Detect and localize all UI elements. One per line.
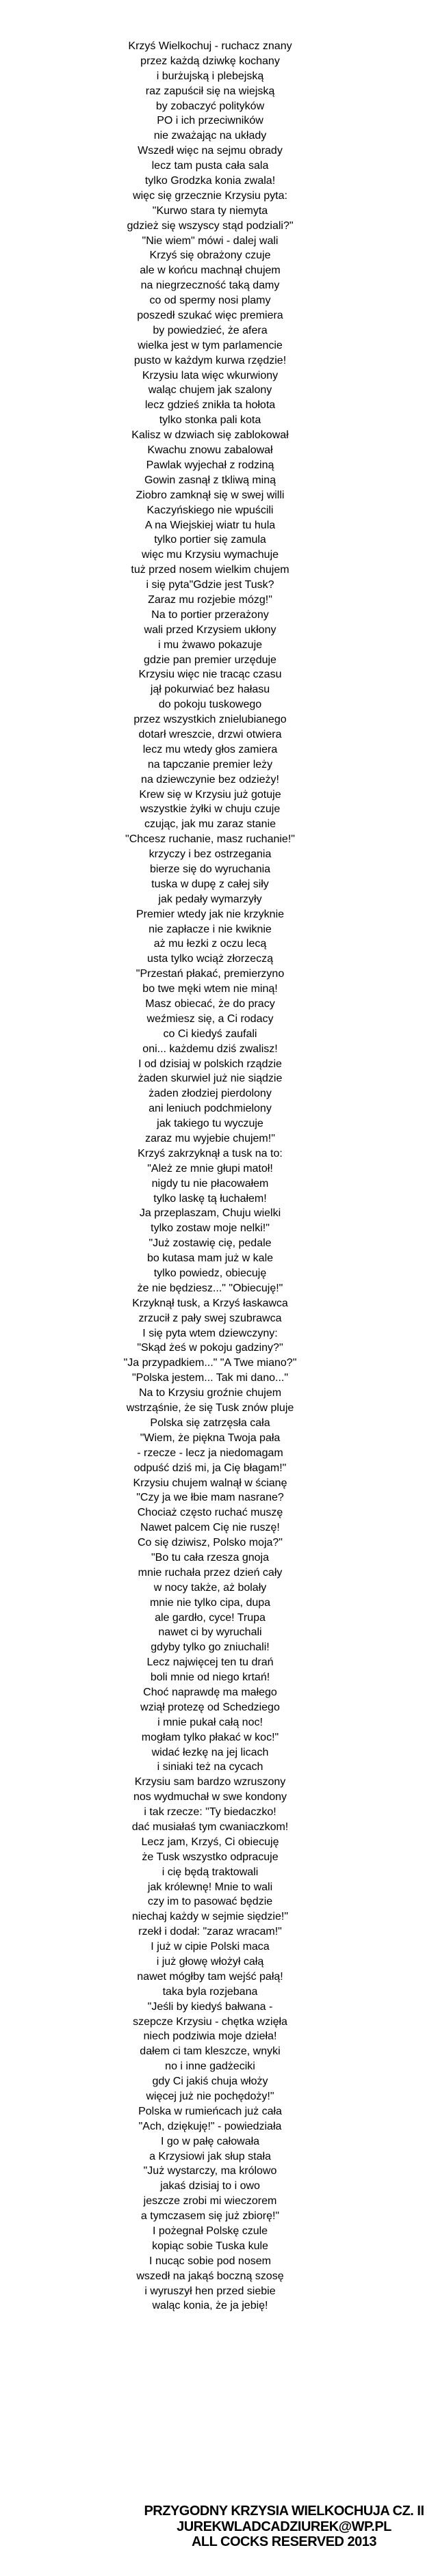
poem-line: widać łezkę na jej licach [151, 1746, 269, 1758]
poem-line: i się pyta"Gdzie jest Tusk? [146, 579, 274, 591]
poem-line: jakaś dzisiaj to i owo [160, 2180, 260, 2192]
poem-line: tylko powiedz, obiecuję [153, 1267, 267, 1280]
poem-line: "Już zostawię cię, pedale [149, 1237, 272, 1250]
poem-line: Na to portier przerażony [151, 608, 269, 621]
poem-line: i burżujską i plebejską [156, 70, 264, 82]
poem-line: oni... każdemu dziś zwalisz! [142, 1043, 278, 1055]
poem-line: Krzyś Wielkochuj - ruchacz znany [128, 40, 292, 52]
poem-line: bo twe męki wtem nie miną! [142, 983, 278, 995]
footer-credits-line: JUREKWLADCADZIUREK@WP.PL [177, 2519, 391, 2534]
poem-line: więc się grzecznie Krzysiu pyta: [133, 189, 287, 202]
poem-line: niech podziwia moje dzieła! [143, 2030, 277, 2043]
poem-line: "Przestań płakać, premierzyno [136, 968, 285, 980]
poem-line: aż mu łezki z oczu lecą [153, 938, 267, 950]
poem-line: więc mu Krzysiu wymachuje [141, 549, 279, 561]
poem-line: "Jeśli by kiedyś bałwana - [147, 2000, 273, 2013]
poem-line: zaraz mu wyjebie chujem!" [145, 1133, 275, 1145]
poem-line: tylko laskę tą łuchałem! [153, 1192, 267, 1205]
poem-line: wszystkie żyłki w chuju czuje [140, 803, 281, 816]
footer-credits-line: ALL COCKS RESERVED 2013 [191, 2534, 377, 2549]
footer-credits [70, 2504, 438, 2550]
poem-line: tylko stonka pali kota [159, 414, 261, 427]
poem-line: i tak rzecze: "Ty biedaczko! [144, 1806, 276, 1819]
poem-line: jeszcze zrobi mi wieczorem [143, 2195, 277, 2208]
poem-line: Lecz najwięcej ten tu drań [146, 1656, 274, 1669]
poem-line: Polska się zatrzęsła cała [150, 1417, 270, 1429]
poem-line: dać musiałaś tym cwaniaczkom! [131, 1821, 289, 1833]
poem-line: lecz mu wtedy głos zamiera [142, 743, 278, 755]
poem-line: Krzysiu sam bardzo wzruszony [134, 1776, 286, 1788]
poem-line: wziął protezę od Schedziego [140, 1701, 280, 1713]
poem-line: I od dzisiaj w polskich rządzie [138, 1058, 282, 1070]
poem-line: nawet mógłby tam wejść pałą! [137, 1970, 283, 1983]
poem-line: na niegrzeczność taką damy [140, 280, 280, 292]
poem-line: wstrząśnie, że się Tusk znów pluje [126, 1402, 294, 1414]
poem-line: boli mnie od niego krtań! [150, 1672, 270, 1684]
poem-line: Krzyś się obrażony czuje [149, 250, 271, 262]
poem-line: do pokoju tuskowego [158, 699, 262, 711]
poem-line: tuż przed nosem wielkim chujem [131, 564, 289, 576]
poem-line: jak królewnę! Mnie to wali [147, 1881, 273, 1893]
poem-line: a tymczasem się już zbiorę!" [140, 2210, 280, 2223]
poem-line: tuska w dupę z całej siły [151, 878, 269, 890]
poem-line: tylko portier się zamula [154, 534, 266, 546]
poem-line: poszedł szukać więc premiera [137, 310, 283, 322]
poem-line: weźmiesz się, a Ci rodacy [146, 1012, 274, 1025]
poem-line: nie zważając na układy [153, 130, 267, 142]
poem-line: kopiąc sobie Tuska kule [152, 2240, 268, 2252]
poem-line: na dziewczynie bez odzieży! [141, 773, 279, 786]
poem-line: jak takiego tu wyczuje [157, 1118, 263, 1130]
poem-text [0, 39, 420, 2313]
poem-line: szepcze Krzysiu - chętka wzięła [133, 2015, 287, 2028]
poem-line: "Ależ ze mnie głupi matoł! [147, 1162, 273, 1175]
poem-line: Polska w rumieńcach już cała [138, 2105, 282, 2117]
poem-line: "Polska jestem... Tak mi dano..." [131, 1372, 289, 1384]
poem-line: "Wiem, że piękna Twoja pała [140, 1432, 281, 1444]
poem-line: i już głowę włożył całą [156, 1956, 264, 1968]
poem-line: zrzucił z pały swej szubrawca [138, 1312, 282, 1324]
poem-line: jak pedały wymarzyły [158, 893, 262, 905]
poem-line: ani leniuch podchmielony [149, 1103, 272, 1115]
poem-line: nos wydmuchał w swe kondony [133, 1791, 287, 1803]
poem-line: - rzecze - lecz ja niedomagam [137, 1447, 283, 1459]
poem-line: waląc chujem jak szalony [148, 384, 272, 397]
poem-line: lecz gdzieś znikła ta hołota [144, 399, 276, 412]
poem-line: co Ci kiedyś zaufali [163, 1028, 257, 1040]
poem-line: Choć naprawdę ma małego [143, 1686, 277, 1698]
poem-line: krzyczy i bez ostrzegania [149, 848, 272, 861]
poem-line: "Już wystarczy, ma królowo [143, 2165, 277, 2177]
poem-line: raz zapuścił się na wiejską [145, 85, 275, 97]
poem-line: jął pokurwiać bez hałasu [150, 684, 270, 696]
poem-line: Krzyknął tusk, a Krzyś łaskawca [132, 1297, 288, 1309]
poem-line: "Ach, dziękuję!" - powiedziała [138, 2120, 282, 2132]
poem-line: czując, jak mu zaraz stanie [144, 818, 276, 831]
poem-line: usta tylko wciąż złorzeczą [146, 953, 274, 965]
poem-line: wielka jest w tym parlamencie [138, 339, 283, 351]
poem-line: mnie nie tylko cipa, dupa [149, 1596, 271, 1609]
poem-line: i mnie pukał całą noc! [157, 1716, 263, 1728]
poem-line: na tapczanie premier leży [147, 758, 273, 770]
poem-line: gdy Ci jakiś chuja włoży [152, 2076, 268, 2088]
poem-line: i wyruszył hen przed siebie [144, 2285, 276, 2297]
poem-line: i cię będą traktowali [162, 1866, 259, 1878]
poem-line: przez każdą dziwkę kochany [140, 55, 280, 67]
poem-line: tylko zostaw moje nelki!" [151, 1222, 270, 1235]
poem-line: wali przed Krzysiem ukłony [144, 623, 276, 636]
poem-line: mogłam tylko płakać w koc!" [141, 1731, 279, 1743]
poem-line: dotarł wreszcie, drzwi otwiera [138, 728, 282, 740]
poem-line: rzekł i dodał: "zaraz wracam!" [138, 1926, 282, 1938]
poem-line: Chociaż często ruchać muszę [137, 1507, 283, 1519]
poem-line: by powiedzieć, że afera [153, 324, 268, 336]
poem-line: "Bo tu cała rzesza gnoja [151, 1551, 269, 1564]
poem-line: co od spermy nosi plamy [149, 295, 271, 307]
poem-line: Krzysiu więc nie tracąc czasu [138, 669, 282, 681]
poem-line: Wszedł więc na sejmu obrady [138, 145, 283, 157]
poem-line: waląc konia, że ja jebię! [152, 2300, 268, 2312]
poem-line: no i inne gadżeciki [165, 2061, 255, 2073]
poem-line: I nucąc sobie pod nosem [149, 2255, 271, 2267]
poem-line: gdzie pan premier urzęduje [144, 654, 276, 666]
poem-line: Lecz jam, Krzyś, Ci obiecuję [141, 1836, 279, 1848]
poem-line: Nawet palcem Cię nie ruszę! [140, 1522, 280, 1534]
poem-line: nie zapłacze i nie kwiknie [149, 923, 272, 935]
poem-line: w nocy także, aż bolały [153, 1581, 267, 1594]
poem-line: lecz tam pusta cała sala [151, 160, 269, 172]
poem-line: gdzież się wszyscy stąd podziali?" [127, 219, 294, 232]
poem-line: niechaj każdy w sejmie siędzie!" [132, 1911, 288, 1923]
poem-line: tylko Grodzka konia zwala! [144, 175, 276, 187]
poem-line: I już w cipie Polski maca [151, 1941, 270, 1953]
poem-line: ale w końcu machnął chujem [140, 265, 281, 277]
poem-line: PO i ich przeciwników [157, 115, 263, 127]
poem-line: wszedł na jakąś boczną szosę [136, 2270, 284, 2282]
poem-line: I go w pałę całowała [160, 2135, 260, 2147]
poem-line: Ziobro zamknął się w swej willi [136, 489, 285, 501]
poem-line: gdyby tylko go zniuchali! [151, 1641, 270, 1654]
poem-line: dałem ci tam kleszcze, wnyki [140, 2045, 281, 2058]
poem-line: że Tusk wszystko odpracuje [142, 1851, 279, 1863]
poem-line: Zaraz mu rozjebie mózg!" [148, 593, 272, 606]
poem-line: Krzysiu chujem walnął w ścianę [133, 1477, 287, 1489]
poem-line: przez wszystkich znielubianego [133, 714, 287, 726]
poem-line: "Kurwo stara ty niemyta [152, 204, 268, 217]
poem-line: mnie ruchała przez dzień cały [138, 1566, 283, 1579]
poem-line: żaden złodziej pierdolony [149, 1088, 272, 1100]
footer-credits-line: PRZYGODNY KRZYSIA WIELKOCHUJA CZ. II [144, 2504, 424, 2519]
poem-line: "Nie wiem" mówi - dalej wali [142, 234, 279, 247]
poem-line: Kalisz w dzwiach się zablokował [131, 429, 289, 442]
poem-line: Krzysiu lata więc wkurwiony [142, 369, 279, 381]
poem-line: że nie będziesz..." "Obiecuję!" [137, 1282, 283, 1294]
poem-line: żaden skurwiel już nie siądzie [138, 1073, 283, 1085]
poem-line: Kwachu znowu zabalował [147, 444, 273, 457]
poem-line: Co się dziwisz, Polsko moja?" [138, 1537, 283, 1549]
poem-line: "Ja przypadkiem..." "A Twe miano?" [123, 1357, 297, 1369]
poem-line: nigdy tu nie płacowałem [151, 1177, 269, 1190]
poem-line: Pawlak wyjechał z rodziną [146, 459, 274, 471]
poem-line: nawet ci by wyruchali [158, 1626, 262, 1639]
poem-line: I się pyta wtem dziewczyny: [142, 1327, 278, 1339]
poem-line: Na to Krzysiu groźnie chujem [138, 1387, 282, 1399]
poem-line: czy im to pasować będzie [147, 1896, 273, 1908]
poem-line: I pożegnał Polskę czule [152, 2225, 268, 2238]
poem-line: Gowin zasnął z tkliwą miną [144, 474, 276, 486]
poem-line: więcej już nie pochędoży!" [146, 2091, 274, 2103]
poem-line: "Czy ja we łbie mam nasrane? [136, 1492, 284, 1504]
poem-line: Krzyś zakrzyknął a tusk na to: [138, 1147, 283, 1159]
poem-line: i siniaki też na cycach [157, 1761, 263, 1773]
poem-line: by zobaczyć polityków [155, 100, 265, 112]
poem-line: bo kutasa mam już w kale [146, 1252, 274, 1265]
poem-line: ale gardło, cyce! Trupa [155, 1611, 266, 1624]
poem-line: Kaczyńskiego nie wpuścili [146, 504, 274, 516]
poem-line: Ja przeplaszam, Chuju wielki [139, 1207, 281, 1220]
poem-line: Masz obiecać, że do pracy [145, 998, 275, 1010]
poem-line: pusto w każdym kurwa rzędzie! [133, 354, 287, 366]
poem-line: taka byla rozjebana [162, 1985, 258, 1998]
poem-line: odpuść dziś mi, ja Cię błagam!" [133, 1462, 287, 1474]
poem-line: "Chcesz ruchanie, masz ruchanie!" [125, 833, 295, 846]
poem-line: A na Wiejskiej wiatr tu hula [144, 519, 276, 531]
poem-line: Premier wtedy jak nie krzyknie [136, 908, 285, 920]
poem-line: a Krzysiowi jak słup stała [149, 2150, 271, 2162]
poem-line: i mu żwawo pokazuje [157, 639, 263, 651]
poem-line: "Skąd żeś w pokoju gadziny?" [137, 1342, 283, 1354]
poem-line: bierze się do wyruchania [149, 863, 271, 875]
poem-line: Krew się w Krzysiu już gotuje [139, 788, 281, 801]
